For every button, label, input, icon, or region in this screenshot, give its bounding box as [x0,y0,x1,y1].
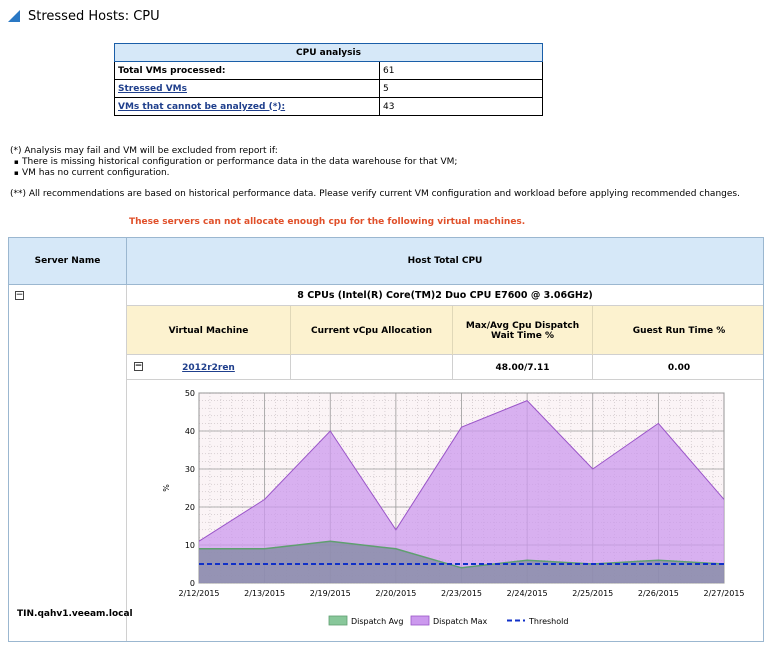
unanalyzable-vms-link[interactable]: VMs that cannot be analyzed (*): [118,102,285,112]
legend-label: Threshold [528,617,568,626]
legend-swatch [329,616,347,625]
y-tick-label: 40 [185,427,195,436]
total-vms-label: Total VMs processed: [115,62,380,80]
note-analysis-failure: (*) Analysis may fail and VM will be excluded from report if: [10,146,457,157]
note-recommendations: (**) All recommendations are based on historical performance data. Please verify current VM configuration and workload before applying recommended changes. [10,189,740,199]
collapse-vm-icon[interactable]: − [134,362,143,371]
page-title: Stressed Hosts: CPU [28,9,160,24]
column-header-server-name: Server Name [9,238,127,285]
column-header-guest-run-time: Guest Run Time % [593,306,765,355]
cpu-info: 8 CPUs (Intel(R) Core(TM)2 Duo CPU E7600 @ 3.06GHz) [127,285,763,306]
x-tick-label: 2/26/2015 [638,589,679,598]
table-row [127,355,763,380]
collapse-server-icon[interactable]: − [15,291,24,300]
stressed-hosts-table [8,237,764,642]
legend-swatch [411,616,429,625]
vcpu-allocation-value [291,355,453,380]
x-tick-label: 2/12/2015 [178,589,219,598]
note-bullet-missing-data: ▪ There is missing historical configuration or performance data in the data warehouse for that VM; [22,157,457,168]
y-tick-label: 20 [185,503,195,512]
y-axis-label: % [162,484,171,492]
y-tick-label: 50 [185,389,195,398]
column-header-virtual-machine: Virtual Machine [127,306,291,355]
x-tick-label: 2/23/2015 [441,589,482,598]
table-row [115,80,543,98]
analysis-notes [10,146,457,179]
warning-message: These servers can not allocate enough cpu for the following virtual machines. [129,217,525,227]
vm-table-header [127,306,763,355]
x-tick-label: 2/20/2015 [375,589,416,598]
x-tick-label: 2/25/2015 [572,589,613,598]
column-header-host-total-cpu: Host Total CPU [127,238,763,285]
stressed-vms-value: 5 [380,80,543,98]
total-vms-value: 61 [380,62,543,80]
legend-label: Dispatch Avg [351,617,404,626]
y-tick-label: 0 [190,579,195,588]
legend-label: Dispatch Max [433,617,487,626]
chart-svg [127,380,765,642]
vm-name-link[interactable]: 2012r2ren [182,363,235,373]
page-header [8,6,160,26]
column-header-dispatch-wait: Max/Avg Cpu Dispatch Wait Time % [453,306,593,355]
x-tick-label: 2/24/2015 [507,589,548,598]
x-tick-label: 2/19/2015 [310,589,351,598]
dispatch-wait-chart [127,380,765,642]
guest-run-time-value: 0.00 [593,355,765,380]
dispatch-wait-value: 48.00/7.11 [453,355,593,380]
x-tick-label: 2/13/2015 [244,589,285,598]
stressed-vms-link[interactable]: Stressed VMs [118,84,187,94]
table-row [115,62,543,80]
server-cell [9,285,127,641]
vm-name-cell [127,355,291,380]
cpu-analysis-table [114,43,543,116]
column-header-vcpu-allocation: Current vCpu Allocation [291,306,453,355]
y-tick-label: 10 [185,541,195,550]
table-row [115,98,543,116]
server-name: TIN.qahv1.veeam.local [17,609,123,619]
unanalyzable-vms-value: 43 [380,98,543,116]
y-tick-label: 30 [185,465,195,474]
cpu-analysis-header: CPU analysis [115,44,543,62]
header-triangle-icon [8,10,20,22]
x-tick-label: 2/27/2015 [703,589,744,598]
note-bullet-no-config: ▪ VM has no current configuration. [22,168,457,179]
